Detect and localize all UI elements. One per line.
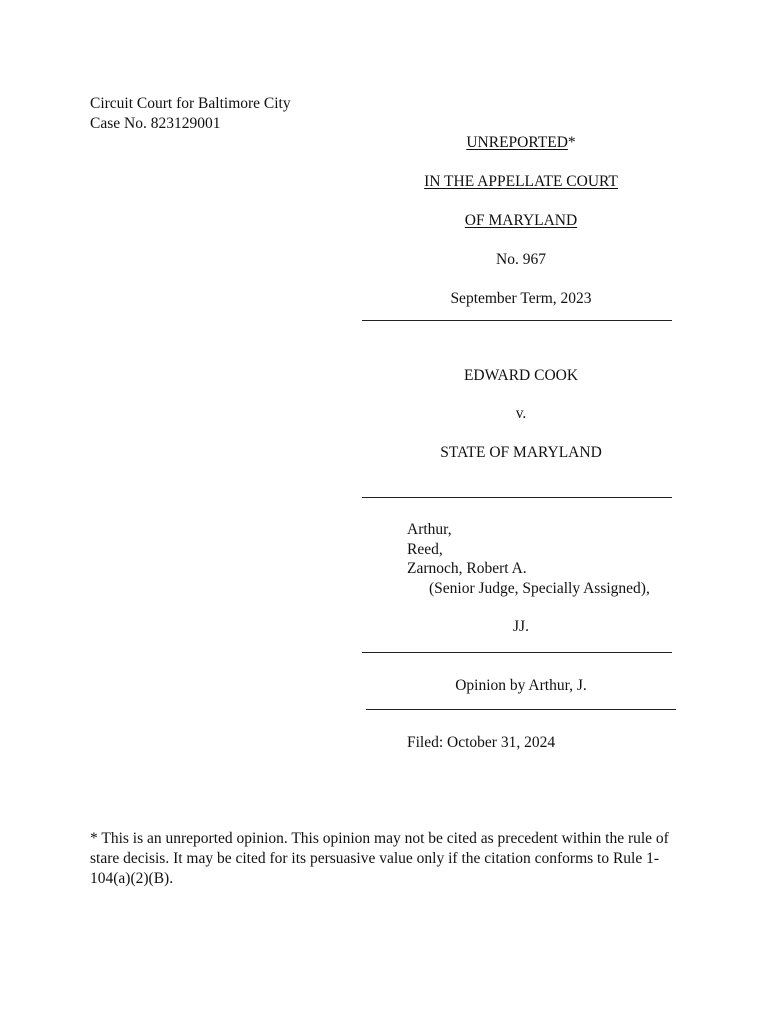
divider <box>366 709 676 710</box>
unreported-label: UNREPORTED <box>466 134 568 151</box>
filed-date: Filed: October 31, 2024 <box>407 734 556 751</box>
term: September Term, 2023 <box>450 290 592 307</box>
case-number: Case No. 823129001 <box>90 115 221 132</box>
footnote: * This is an unreported opinion. This opinion may not be cited as precedent within the rule of stare decisis. It may be cited for its persuasive value only if the citation conforms to Rule 1-104(a)(2)(B). <box>90 830 669 887</box>
unreported-asterisk: * <box>567 134 576 151</box>
panel-suffix: JJ. <box>513 618 529 635</box>
appellee-name: STATE OF MARYLAND <box>440 444 602 461</box>
judge-name: Zarnoch, Robert A. <box>407 560 527 577</box>
divider <box>362 652 672 653</box>
judge-name: Arthur, <box>407 521 452 538</box>
versus: v. <box>515 405 527 422</box>
court-origin: Circuit Court for Baltimore City <box>90 95 291 112</box>
divider <box>362 320 672 321</box>
court-name-line2: OF MARYLAND <box>464 212 578 229</box>
unreported-heading <box>362 133 680 153</box>
divider <box>362 497 672 498</box>
appellant-name: EDWARD COOK <box>463 367 579 384</box>
opinion-author: Opinion by Arthur, J. <box>455 677 587 694</box>
judge-name: Reed, <box>407 541 443 558</box>
docket-number: No. 967 <box>496 251 546 268</box>
judge-note: (Senior Judge, Specially Assigned), <box>429 580 650 597</box>
court-name-line1: IN THE APPELLATE COURT <box>424 173 618 190</box>
